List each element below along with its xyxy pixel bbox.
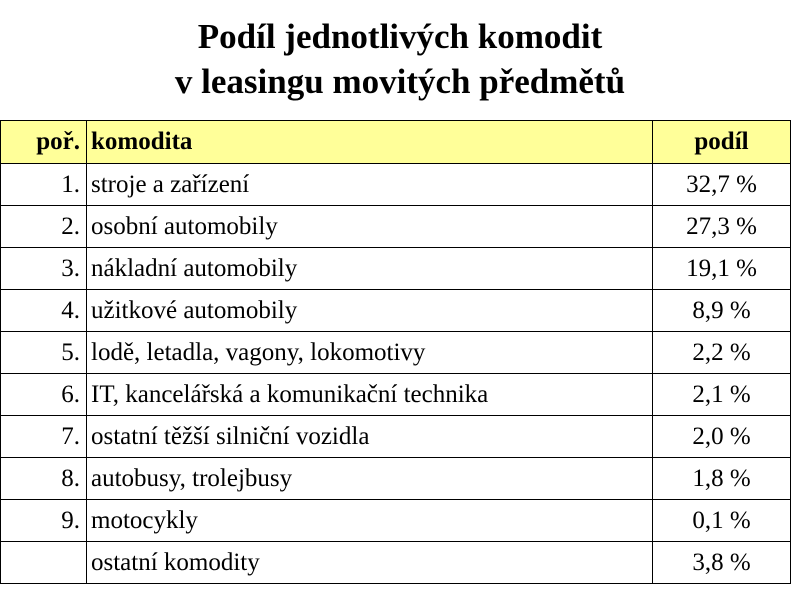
table-row — [1, 374, 791, 416]
row-order: 8. — [1, 458, 87, 500]
table-header-row — [1, 121, 791, 164]
row-share: 3,8 % — [653, 542, 791, 584]
row-commodity: motocykly — [87, 500, 653, 542]
title-line-2: v leasingu movitých předmětů — [174, 62, 626, 101]
header-order: poř. — [1, 121, 87, 164]
table-row — [1, 290, 791, 332]
row-commodity: užitkové automobily — [87, 290, 653, 332]
row-share: 2,1 % — [653, 374, 791, 416]
row-share: 0,1 % — [653, 500, 791, 542]
row-commodity: osobní automobily — [87, 206, 653, 248]
table-row — [1, 248, 791, 290]
row-share: 1,8 % — [653, 458, 791, 500]
row-order — [1, 542, 87, 584]
row-share: 8,9 % — [653, 290, 791, 332]
title-line-1: Podíl jednotlivých komodit — [197, 17, 603, 56]
header-commodity: komodita — [87, 121, 653, 164]
row-commodity: lodě, letadla, vagony, lokomotivy — [87, 332, 653, 374]
row-share: 32,7 % — [653, 164, 791, 206]
row-order: 3. — [1, 248, 87, 290]
row-order: 7. — [1, 416, 87, 458]
row-commodity: ostatní komodity — [87, 542, 653, 584]
row-order: 4. — [1, 290, 87, 332]
table-row — [1, 542, 791, 584]
row-order: 5. — [1, 332, 87, 374]
row-commodity: IT, kancelářská a komunikační technika — [87, 374, 653, 416]
header-share: podíl — [653, 121, 791, 164]
table-row — [1, 458, 791, 500]
table-row — [1, 416, 791, 458]
row-share: 2,2 % — [653, 332, 791, 374]
row-order: 1. — [1, 164, 87, 206]
page-title — [0, 14, 800, 104]
row-commodity: nákladní automobily — [87, 248, 653, 290]
row-commodity: stroje a zařízení — [87, 164, 653, 206]
row-share: 27,3 % — [653, 206, 791, 248]
row-commodity: ostatní těžší silniční vozidla — [87, 416, 653, 458]
table-row — [1, 332, 791, 374]
row-order: 2. — [1, 206, 87, 248]
row-order: 6. — [1, 374, 87, 416]
row-commodity: autobusy, trolejbusy — [87, 458, 653, 500]
table-row — [1, 206, 791, 248]
table-row — [1, 500, 791, 542]
table-row — [1, 164, 791, 206]
row-order: 9. — [1, 500, 87, 542]
row-share: 19,1 % — [653, 248, 791, 290]
commodity-share-table — [0, 120, 791, 584]
row-share: 2,0 % — [653, 416, 791, 458]
